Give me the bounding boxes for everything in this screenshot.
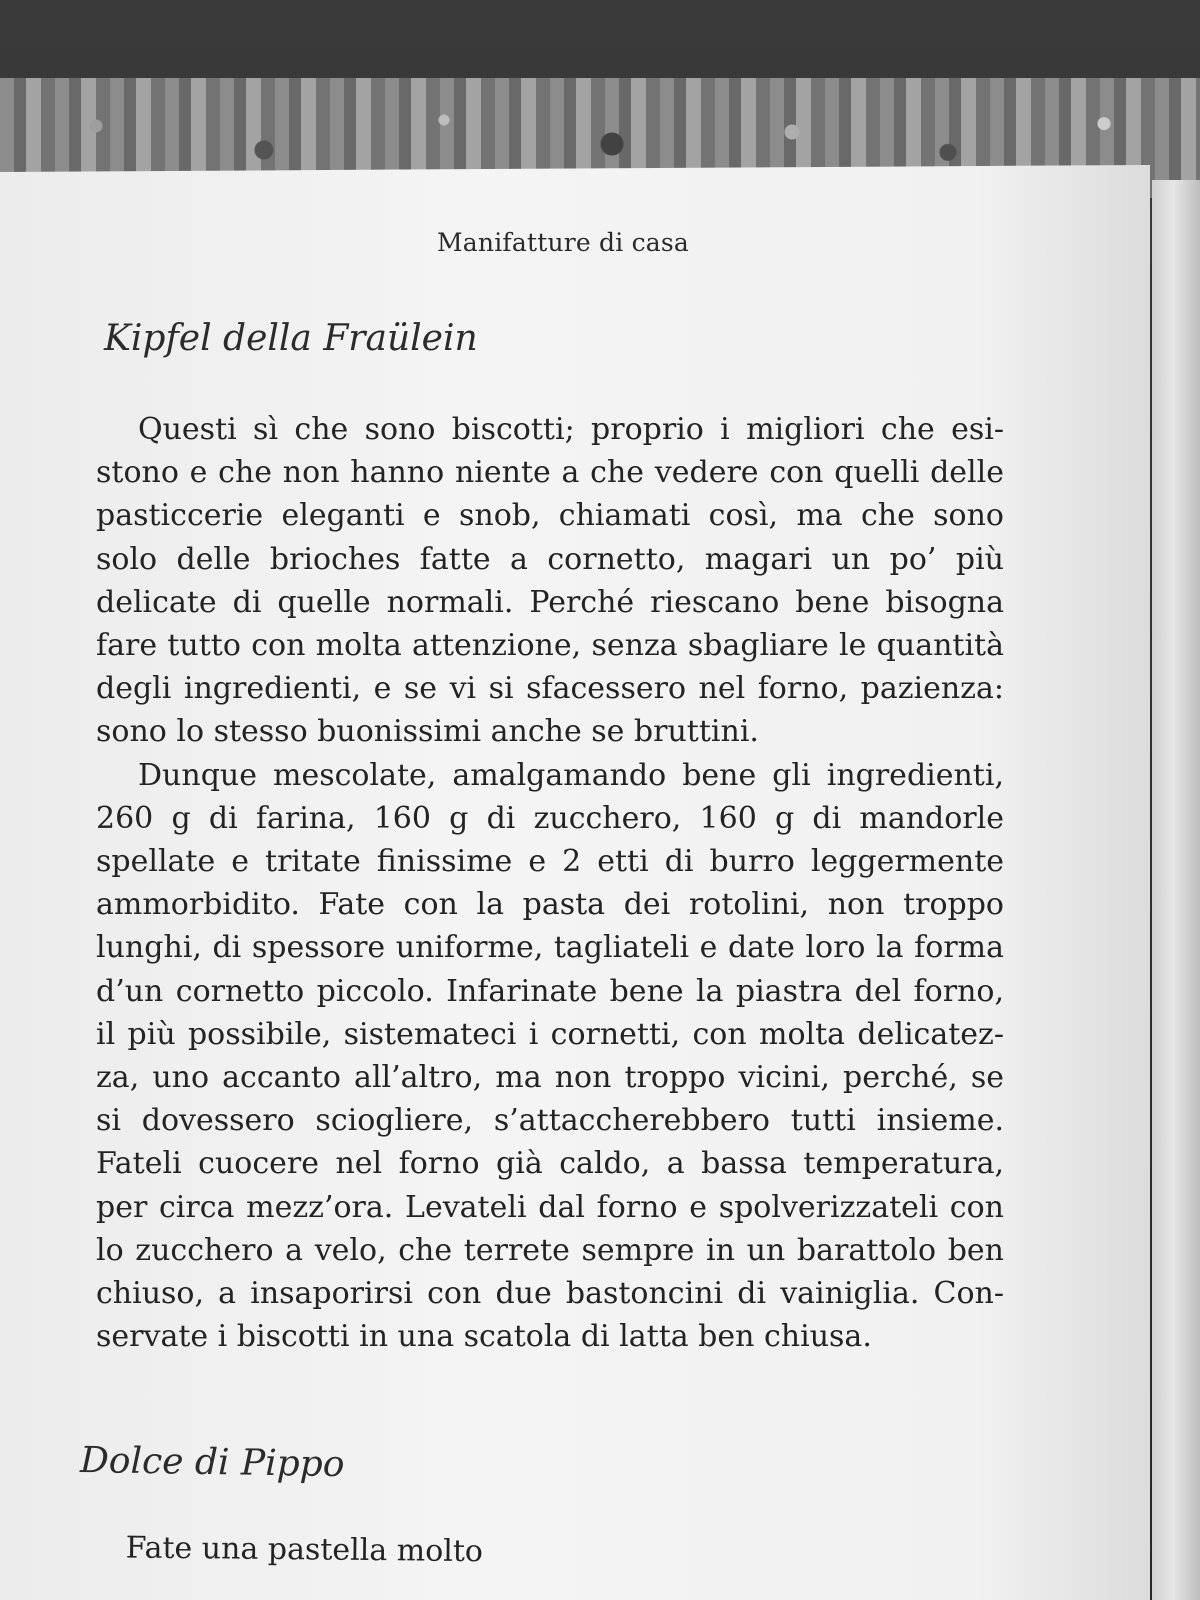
paragraph: Dunque mescolate, amalgamando bene gli ingredienti, 260 g di farina, 160 g di zucchero, 160 g di mandorle spellate e tritate finissime e 2 etti di burro leggermente ammorbidito. Fate con la pasta dei rotolini, non troppo lunghi, di spessore uniforme, tagliateli e date loro la forma d’un cornetto piccolo. Infarinate bene la piastra del forno, il più possibile, sistemateci i cornetti, con molta delicatezza, uno accanto all’altro, ma non troppo vicini, perché, se si dovessero sciogliere, s’attaccherebbero tutti insieme. Fateli cuocere nel forno già caldo, a bassa temperatura, per circa mezz’ora. Levateli dal forno e spolverizzateli con lo zucchero a velo, che terrete sempre in un barattolo ben chiuso, a insaporirsi con due bastoncini di vainiglia. Conservate i biscotti in una scatola di latta ben chiusa. xyxy=(96,757,1004,1355)
recipe-body-dolce-di-pippo xyxy=(83,1526,1004,1596)
recipe-title-dolce-di-pippo: Dolce di Pippo xyxy=(79,1440,345,1486)
next-page-edge xyxy=(1152,180,1200,1600)
running-head: Manifatture di casa xyxy=(437,228,690,257)
paragraph: Questi sì che sono biscotti; proprio i migliori che esistono e che non hanno niente a che vedere con quelli delle pasticcerie eleganti e snob, chiamati così, ma che sono solo delle brioches fatte a cornetto, magari un po’ più delicate di quelle normali. Perché riescano bene bisogna fare tutto con molta attenzione, senza sbagliare le quantità degli ingredienti, e se vi si sfacessero nel forno, pazienza: sono lo stesso buonissimi anche se bruttini. xyxy=(96,412,1004,750)
paragraph: Fate una pastella molto xyxy=(125,1530,484,1570)
recipe-title-kipfel: Kipfel della Fraülein xyxy=(104,318,478,359)
recipe-body-kipfel xyxy=(96,408,1004,1358)
